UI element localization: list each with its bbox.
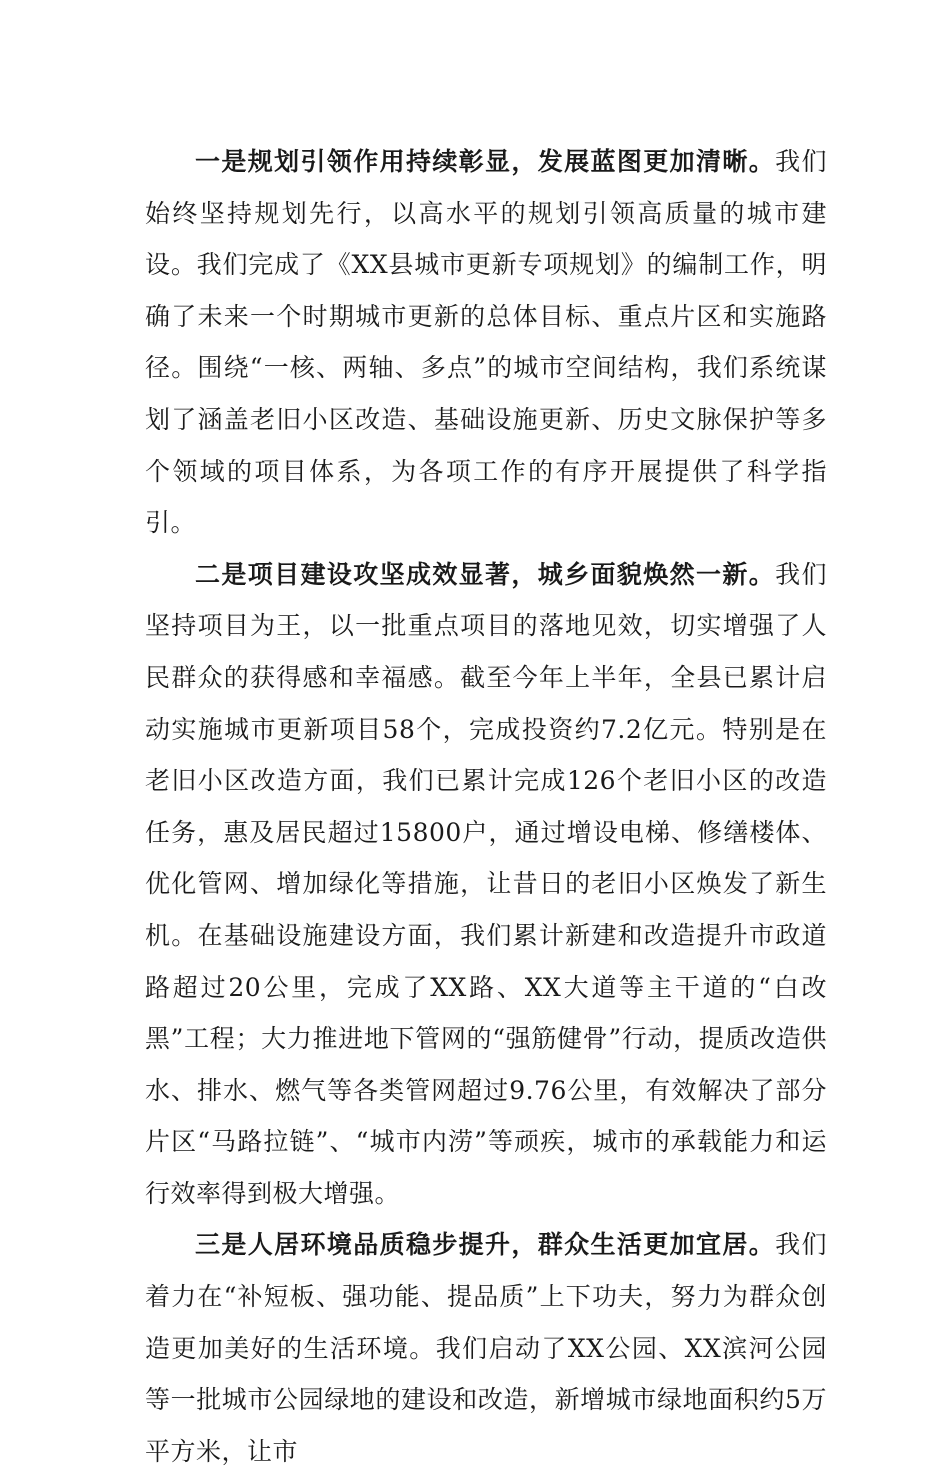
- paragraph-lead: 一是规划引领作用持续彰显，发展蓝图更加清晰。: [195, 147, 776, 176]
- paragraph-lead: 二是项目建设攻坚成效显著，城乡面貌焕然一新。: [195, 559, 776, 589]
- document-body: [145, 136, 827, 1477]
- paragraph-body: 我们着力在“补短板、强功能、提品质”上下功夫，努力为群众创造更加美好的生活环境。我们启动了XX公园、XX滨河公园等一批城市公园绿地的建设和改造，新增城市绿地面积约5万平方米，让市: [145, 1230, 827, 1466]
- paragraph-body: 我们始终坚持规划先行，以高水平的规划引领高质量的城市建设。我们完成了《XX县城市更新专项规划》的编制工作，明确了未来一个时期城市更新的总体目标、重点片区和实施路径。围绕“一核、两轴、多点”的城市空间结构，我们系统谋划了涵盖老旧小区改造、基础设施更新、历史文脉保护等多个领域的项目体系，为各项工作的有序开展提供了科学指引。: [145, 147, 827, 538]
- paragraph-body: 我们坚持项目为王，以一批重点项目的落地见效，切实增强了人民群众的获得感和幸福感。截至今年上半年，全县已累计启动实施城市更新项目58个，完成投资约7.2亿元。特别是在老旧小区改造方面，我们已累计完成126个老旧小区的改造任务，惠及居民超过15800户，通过增设电梯、修缮楼体、优化管网、增加绿化等措施，让昔日的老旧小区焕发了新生机。在基础设施建设方面，我们累计新建和改造提升市政道路超过20公里，完成了XX路、XX大道等主干道的“白改黑”工程；大力推进地下管网的“强筋健骨”行动，提质改造供水、排水、燃气等各类管网超过9.76公里，有效解决了部分片区“马路拉链”、“城市内涝”等顽疾，城市的承载能力和运行效率得到极大增强。: [145, 559, 827, 1208]
- paragraph-environment: [145, 1219, 827, 1477]
- paragraph-lead: 三是人居环境品质稳步提升，群众生活更加宜居。: [195, 1230, 776, 1260]
- paragraph-planning: [145, 136, 827, 549]
- paragraph-projects: [145, 549, 827, 1220]
